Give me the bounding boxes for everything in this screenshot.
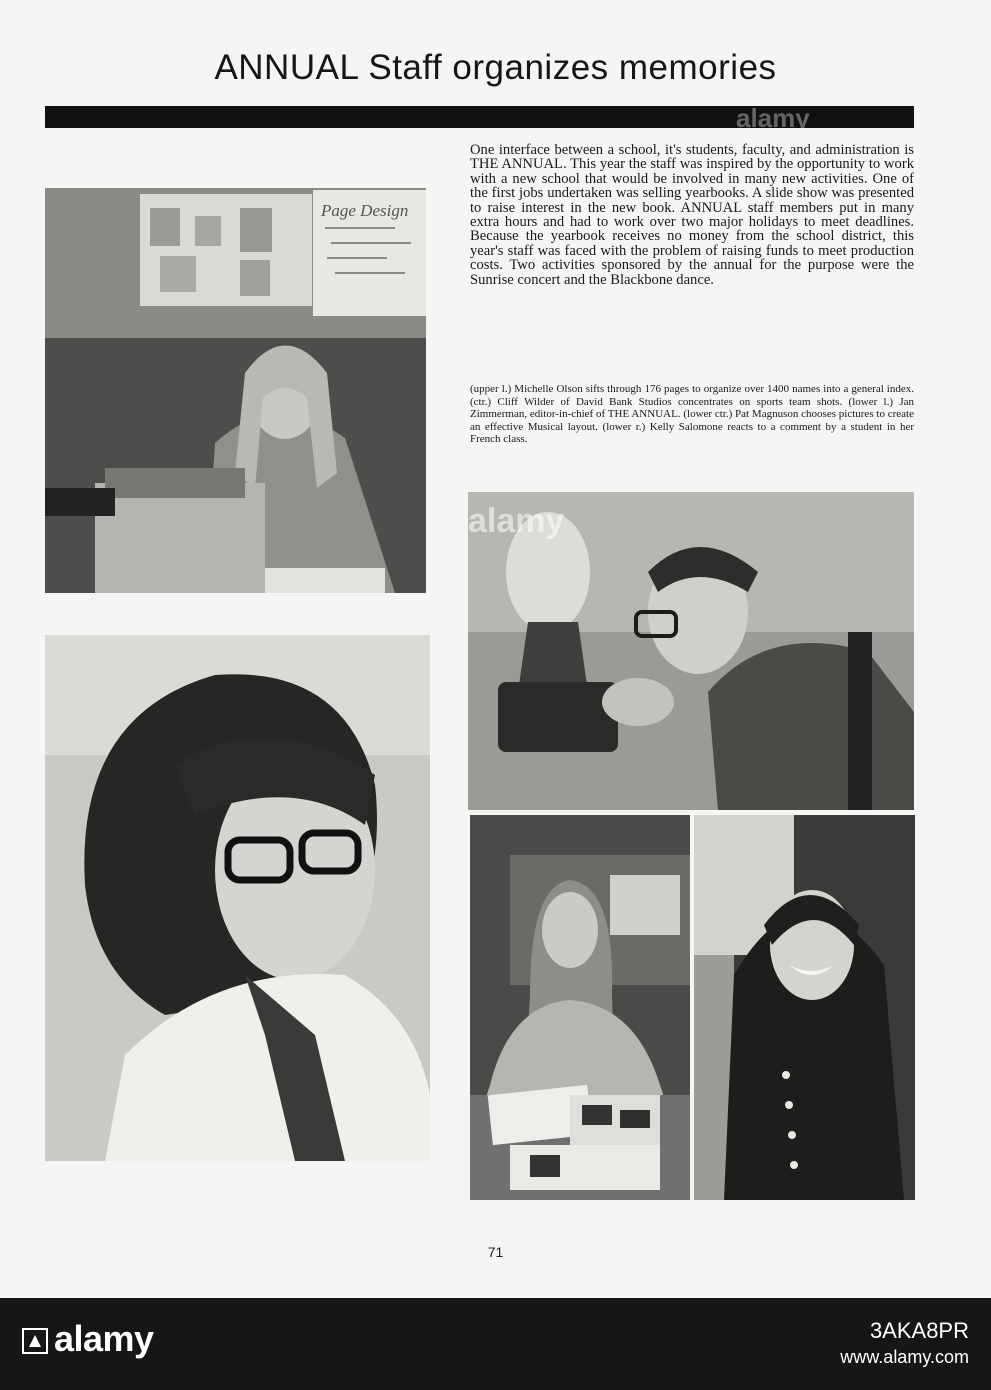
- photo-center: [468, 492, 914, 810]
- photo-lower-center: [470, 815, 690, 1200]
- page-number: 71: [487, 1244, 504, 1260]
- brand-name: alamy: [54, 1318, 154, 1359]
- image-id: 3AKA8PR: [869, 1318, 969, 1343]
- brand-logo: [22, 1318, 154, 1360]
- photo-lower-left: [45, 635, 430, 1161]
- photo-caption: (upper l.) Michelle Olson sifts through 176 pages to organize over 1400 names into a general index. (ctr.) Cliff Wilder of David Bank Studios concentrates on sports team shots. (lower l.) Jan Zimmerman, editor-in-chief of THE ANNUAL. (lower ctr.) Pat Magnuson chooses pictures to create an effective Musical layout. (lower r.) Kelly Salomone reacts to a comment by a student in her French class.: [470, 383, 914, 446]
- image-meta: [840, 1318, 969, 1370]
- photo-upper-left: [45, 188, 426, 593]
- watermark-center: alamy: [468, 502, 565, 540]
- photo-lower-right: [694, 815, 915, 1200]
- article-body: One interface between a school, it's students, faculty, and administration is THE ANNUAL. This year the staff was inspired by the opportunity to work with a new school that would be involved in many new activities. One of the first jobs undertaken was selling yearbooks. A slide show was presented to raise interest in the new book. ANNUAL staff members put in many extra hours and had to work over two major holidays to meet deadlines. Because the yearbook receives no money from the school district, this year's staff was faced with the problem of raising funds to meet production costs. Two activities sponsored by the annual for the purpose were the Sunrise concert and the Blackbone dance.: [470, 142, 914, 288]
- brand-mark-icon: [22, 1328, 48, 1354]
- page-title: ANNUAL Staff organizes memories: [214, 48, 777, 87]
- bulletin-board-text: Page Design: [321, 201, 409, 220]
- watermark-top: alamy: [736, 103, 810, 133]
- source-url[interactable]: www.alamy.com: [840, 1347, 969, 1367]
